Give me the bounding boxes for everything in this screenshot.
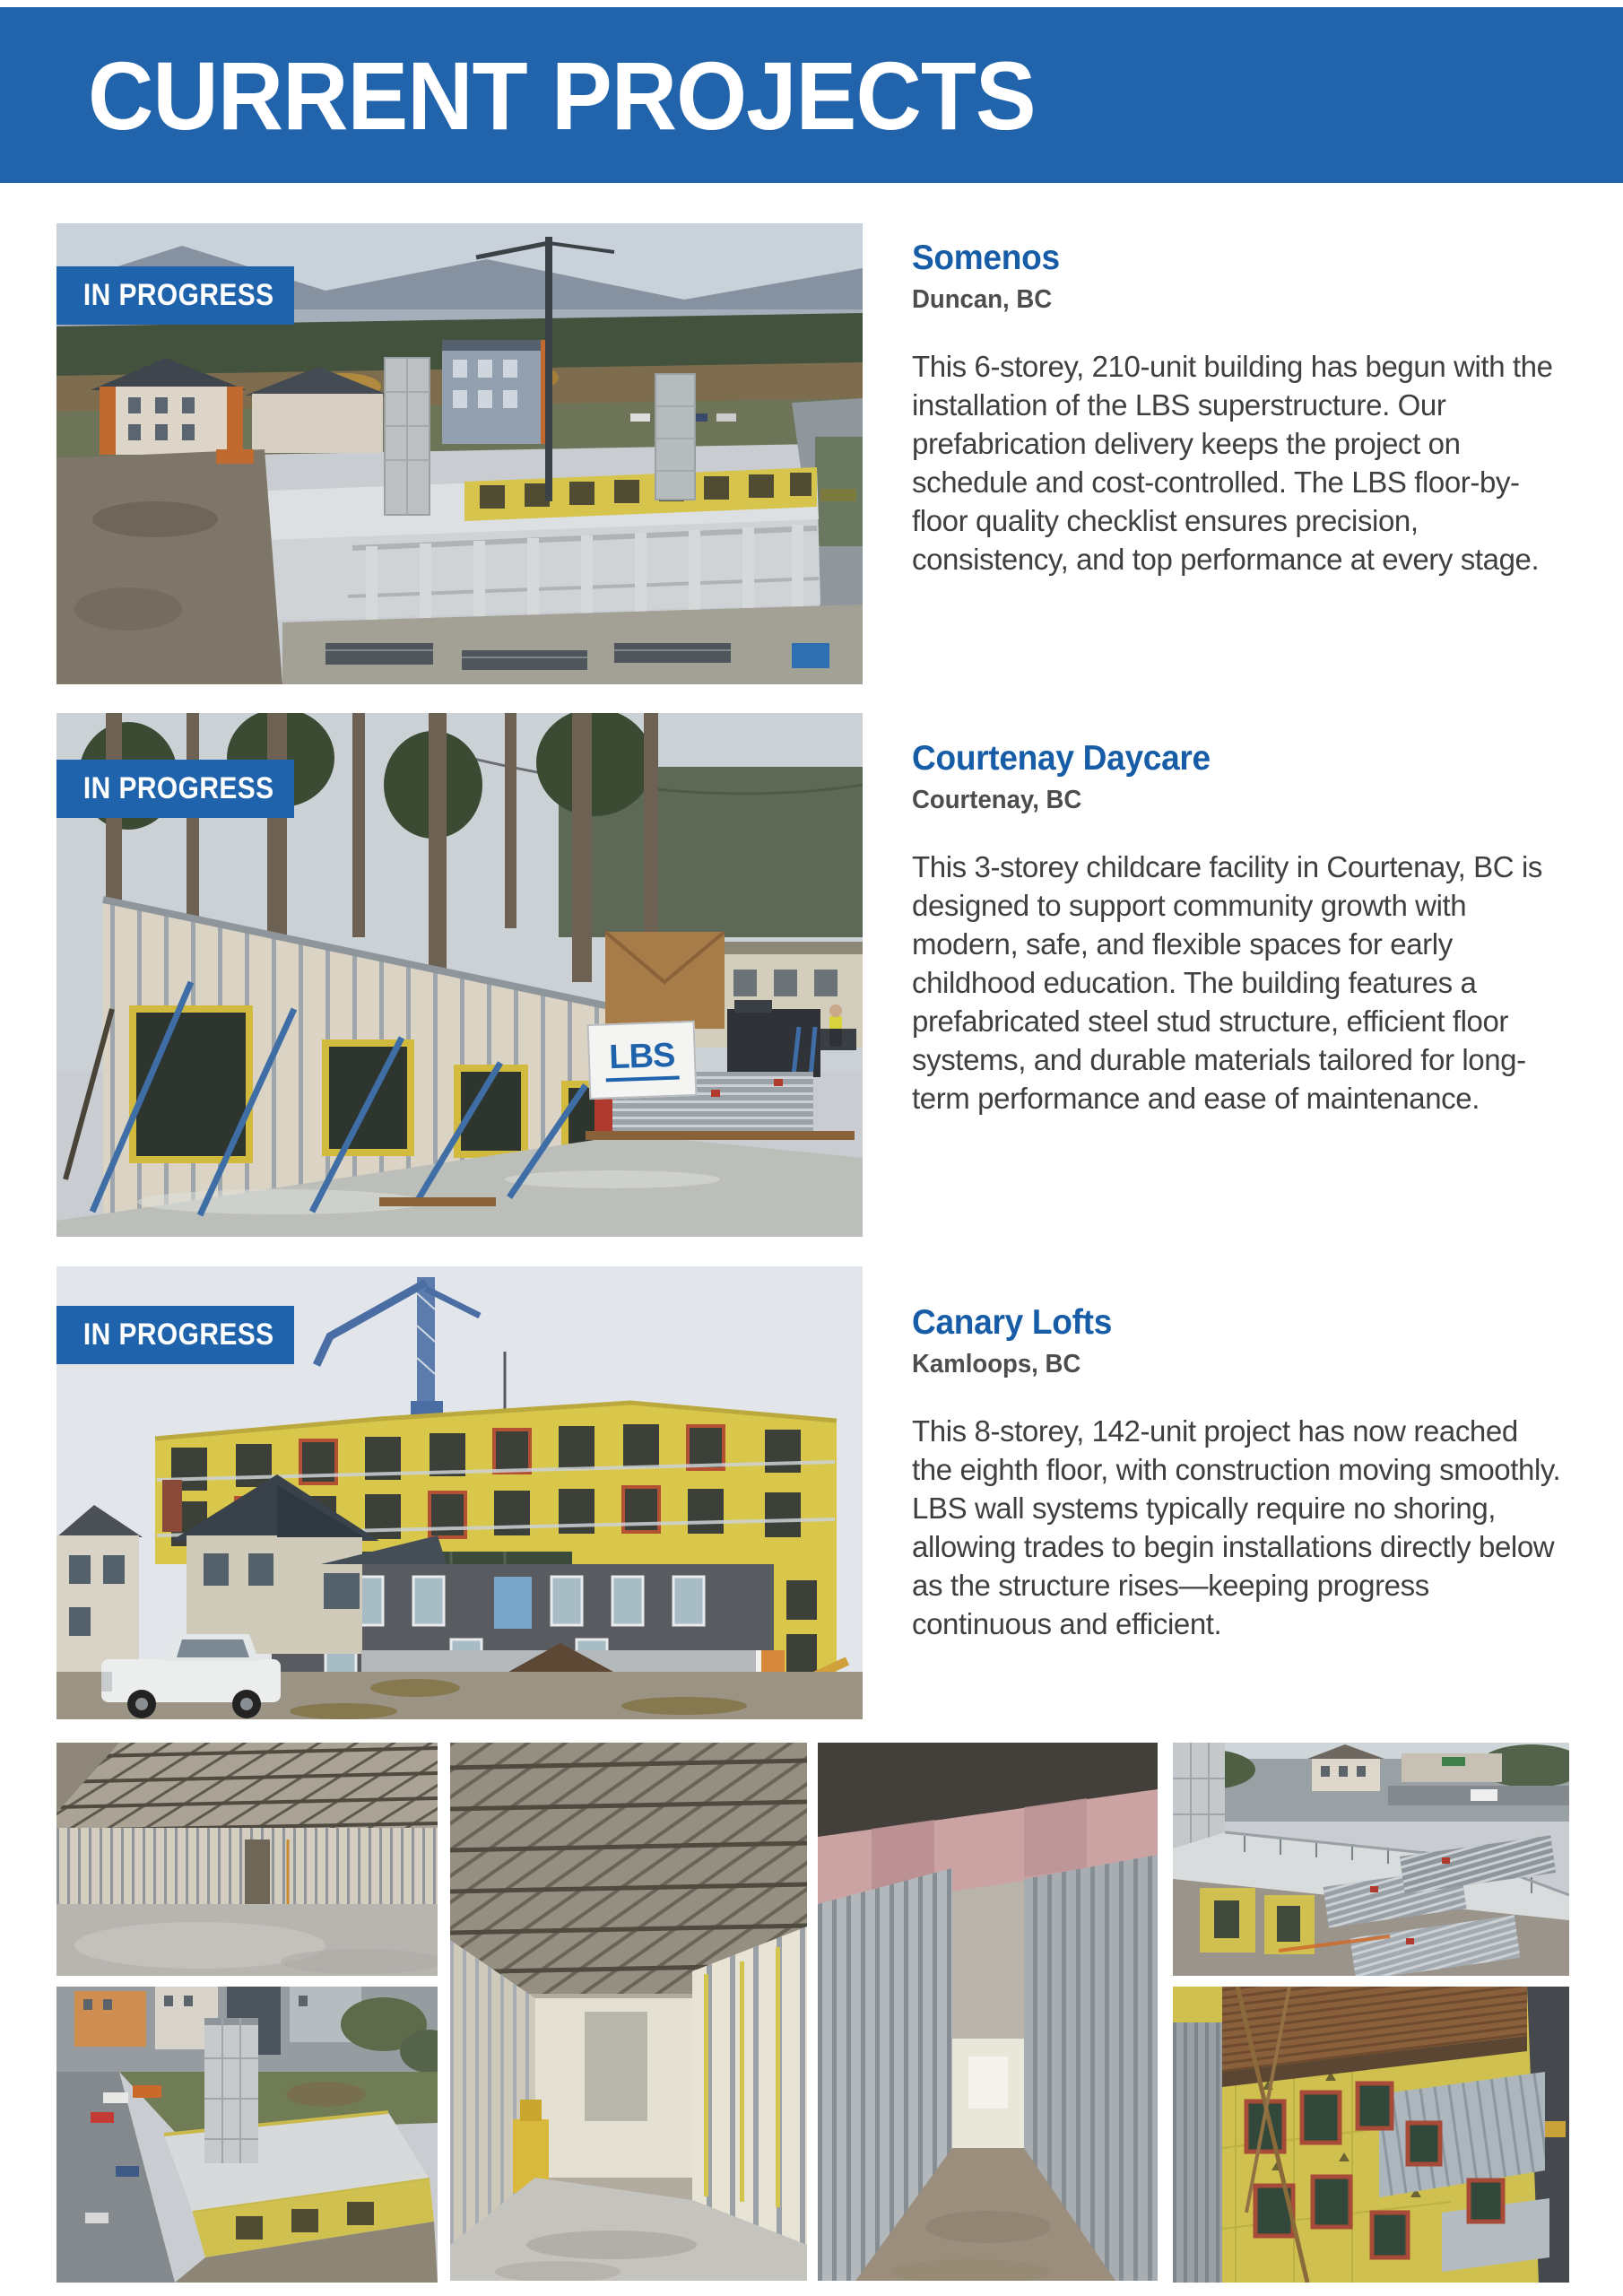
status-badge — [56, 1306, 294, 1364]
project-canary-text — [912, 1303, 1602, 1643]
project-location: Duncan, BC — [912, 285, 1053, 314]
project-location: Kamloops, BC — [912, 1350, 1081, 1378]
project-description: This 3-storey childcare facility in Courtenay, BC is designed to support community growth with modern, safe, and flexible spaces for early childhood education. The building features a prefabricated steel stud structure, efficient floor systems, and durable materials tailored for long-term performance and ease of maintenance. — [912, 850, 1543, 1115]
project-description: This 8-storey, 142-unit project has now reached the eighth floor, with construction moving smoothly. LBS wall systems typically require no shoring, allowing trades to begin installations directly below as the structure rises—keeping progress continuous and efficient. — [912, 1414, 1561, 1640]
gallery-photo-interior-framing — [56, 1743, 438, 1976]
lbs-logo-text: LBS — [608, 1036, 676, 1077]
gallery-photo-aerial-core-tower — [56, 1987, 438, 2283]
gallery-2-illustration — [56, 1987, 438, 2283]
photo-canary-lofts — [56, 1266, 863, 1719]
gallery-3-illustration — [450, 1743, 807, 2281]
project-location: Courtenay, BC — [912, 786, 1082, 814]
gallery-photo-deck-joist-bundles — [1173, 1743, 1569, 1976]
project-title: Courtenay Daycare — [912, 739, 1211, 778]
project-title: Somenos — [912, 239, 1060, 277]
project-somenos-text — [912, 239, 1602, 578]
gallery-6-illustration — [1173, 1987, 1569, 2283]
gallery-4-illustration — [818, 1743, 1158, 2281]
project-courtenay-text — [912, 739, 1602, 1118]
status-badge — [56, 760, 294, 818]
project-description: This 6-storey, 210-unit building has begun with the installation of the LBS superstructure. Our prefabrication delivery keeps the project on schedule and cost-controlled. The LBS floor-by-floor quality checklist ensures precision, consistency, and top performance at every stage. — [912, 350, 1553, 576]
lbs-logo-underline — [606, 1076, 679, 1083]
photo-courtenay-daycare — [56, 713, 863, 1237]
photo-somenos — [56, 223, 863, 684]
gallery-1-illustration — [56, 1743, 438, 1976]
page-header-banner — [0, 7, 1623, 183]
page-title: CURRENT PROJECTS — [88, 40, 1036, 150]
gallery-photo-truss-corridor — [450, 1743, 807, 2281]
project-title: Canary Lofts — [912, 1303, 1113, 1342]
status-badge-label: IN PROGRESS — [82, 1318, 274, 1352]
gallery-photo-insulated-corridor — [818, 1743, 1158, 2281]
status-badge — [56, 266, 294, 325]
status-badge-label: IN PROGRESS — [82, 278, 274, 312]
gallery-photo-yellow-building-corner — [1173, 1987, 1569, 2283]
gallery-5-illustration — [1173, 1743, 1569, 1976]
lbs-site-sign — [587, 1021, 698, 1100]
status-badge-label: IN PROGRESS — [82, 771, 274, 805]
